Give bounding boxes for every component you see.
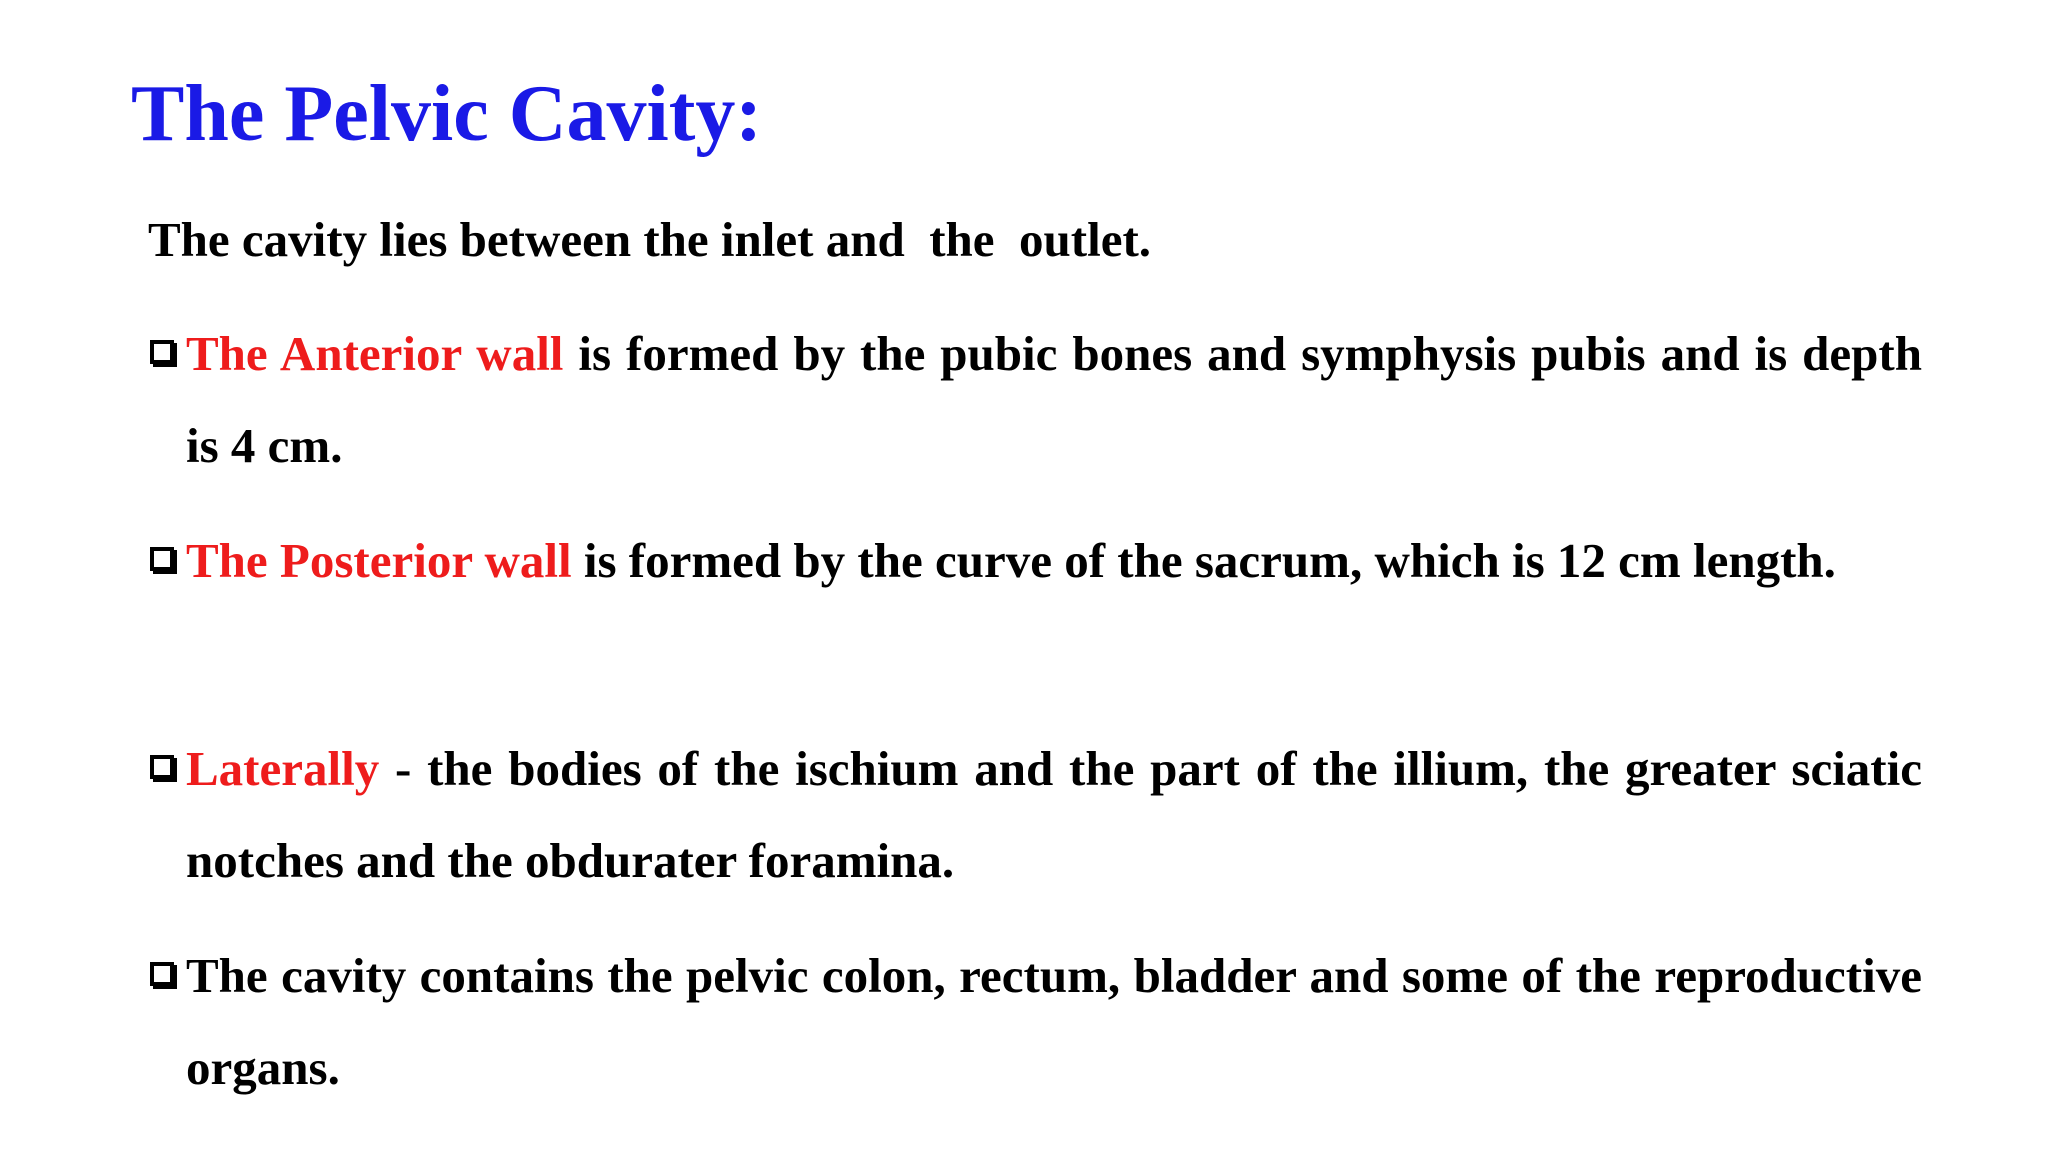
bullet-highlight: Laterally [186,741,380,796]
intro-text: The cavity lies between the inlet and the outlet. [148,212,1152,267]
bullet-highlight: The Anterior wall [186,326,564,381]
bullet-text: is formed by the curve of the sacrum, which is 12 cm length. [571,533,1836,588]
bullet-laterally [186,723,1922,907]
bullet-highlight: The Posterior wall [186,533,572,588]
slide-title: The Pelvic Cavity: [131,70,762,158]
bullet-text: is formed by the pubic bones and symphysis pubis and is depth is 4 cm. [186,326,1922,473]
bullet-cavity-contents [186,930,1922,1114]
square-bullet-icon [150,547,174,571]
bullet-posterior-wall [186,515,1922,607]
square-bullet-icon [150,340,174,364]
bullet-text: - the bodies of the ischium and the part of the illium, the greater sciatic notches and the obdurater foramina. [186,741,1922,888]
bullet-anterior-wall [186,308,1922,492]
square-bullet-icon [150,755,174,779]
square-bullet-icon [150,962,174,986]
bullet-text: The cavity contains the pelvic colon, rectum, bladder and some of the reproductive organs. [186,948,1922,1095]
